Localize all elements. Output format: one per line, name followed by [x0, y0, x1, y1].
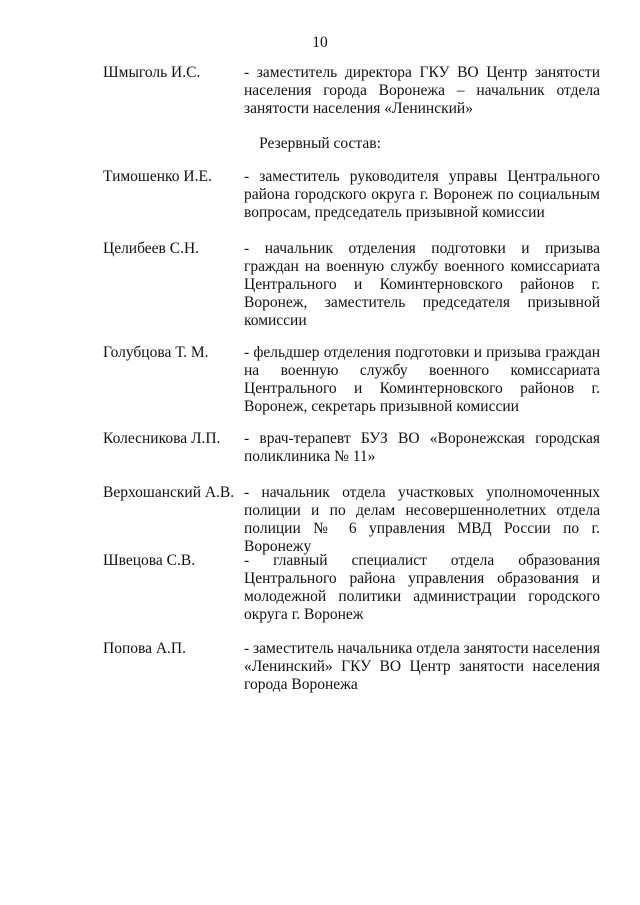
member-entry — [103, 640, 600, 694]
member-entry — [103, 240, 600, 330]
member-entry — [103, 344, 600, 416]
member-name: Голубцова Т. М. — [103, 344, 209, 361]
member-description: - врач-терапевт БУЗ ВО «Воронежская городская поликлиника № 11» — [244, 430, 600, 465]
member-name: Шмыголь И.С. — [103, 64, 201, 81]
member-name: Верхошанский А.В. — [103, 484, 235, 501]
member-description: - заместитель руководителя управы Центрального района городского округа г. Воронеж по социальным вопросам, председатель призывной комиссии — [244, 168, 600, 221]
member-description: - заместитель директора ГКУ ВО Центр занятости населения города Воронежа – начальник отдела занятости населения «Ленинский» — [244, 64, 600, 117]
member-description: - фельдшер отделения подготовки и призыва граждан на военную службу военного комиссариата Центрального и Коминтерновского районов г. Воронеж, секретарь призывной комиссии — [244, 344, 600, 415]
reserve-section-title: Резервный состав: — [259, 135, 381, 152]
member-entry — [103, 484, 600, 556]
member-entry — [103, 552, 600, 624]
member-name: Попова А.П. — [103, 640, 186, 657]
member-description: - начальник отделения подготовки и призыва граждан на военную службу военного комиссариата Центрального и Коминтерновского районов г. Воронеж, заместитель председателя призывной комиссии — [244, 240, 600, 329]
member-description: - начальник отдела участковых уполномоченных полиции и по делам несовершеннолетних отдела полиции № 6 управления МВД России по г. Воронежу — [244, 484, 600, 555]
member-entry-shmygol — [103, 64, 600, 118]
member-name: Колесникова Л.П. — [103, 430, 221, 447]
member-entry — [103, 430, 600, 466]
member-description: - заместитель начальника отдела занятости населения «Ленинский» ГКУ ВО Центр занятости населения города Воронежа — [244, 640, 600, 693]
member-name: Швецова С.В. — [103, 552, 196, 569]
page-number: 10 — [312, 34, 328, 51]
member-description: - главный специалист отдела образования Центрального района управления образования и молодежной политики администрации городского округа г. Воронеж — [244, 552, 600, 623]
member-entry — [103, 168, 600, 222]
member-name: Тимошенко И.Е. — [103, 168, 212, 185]
member-name: Целибеев С.Н. — [103, 240, 200, 257]
